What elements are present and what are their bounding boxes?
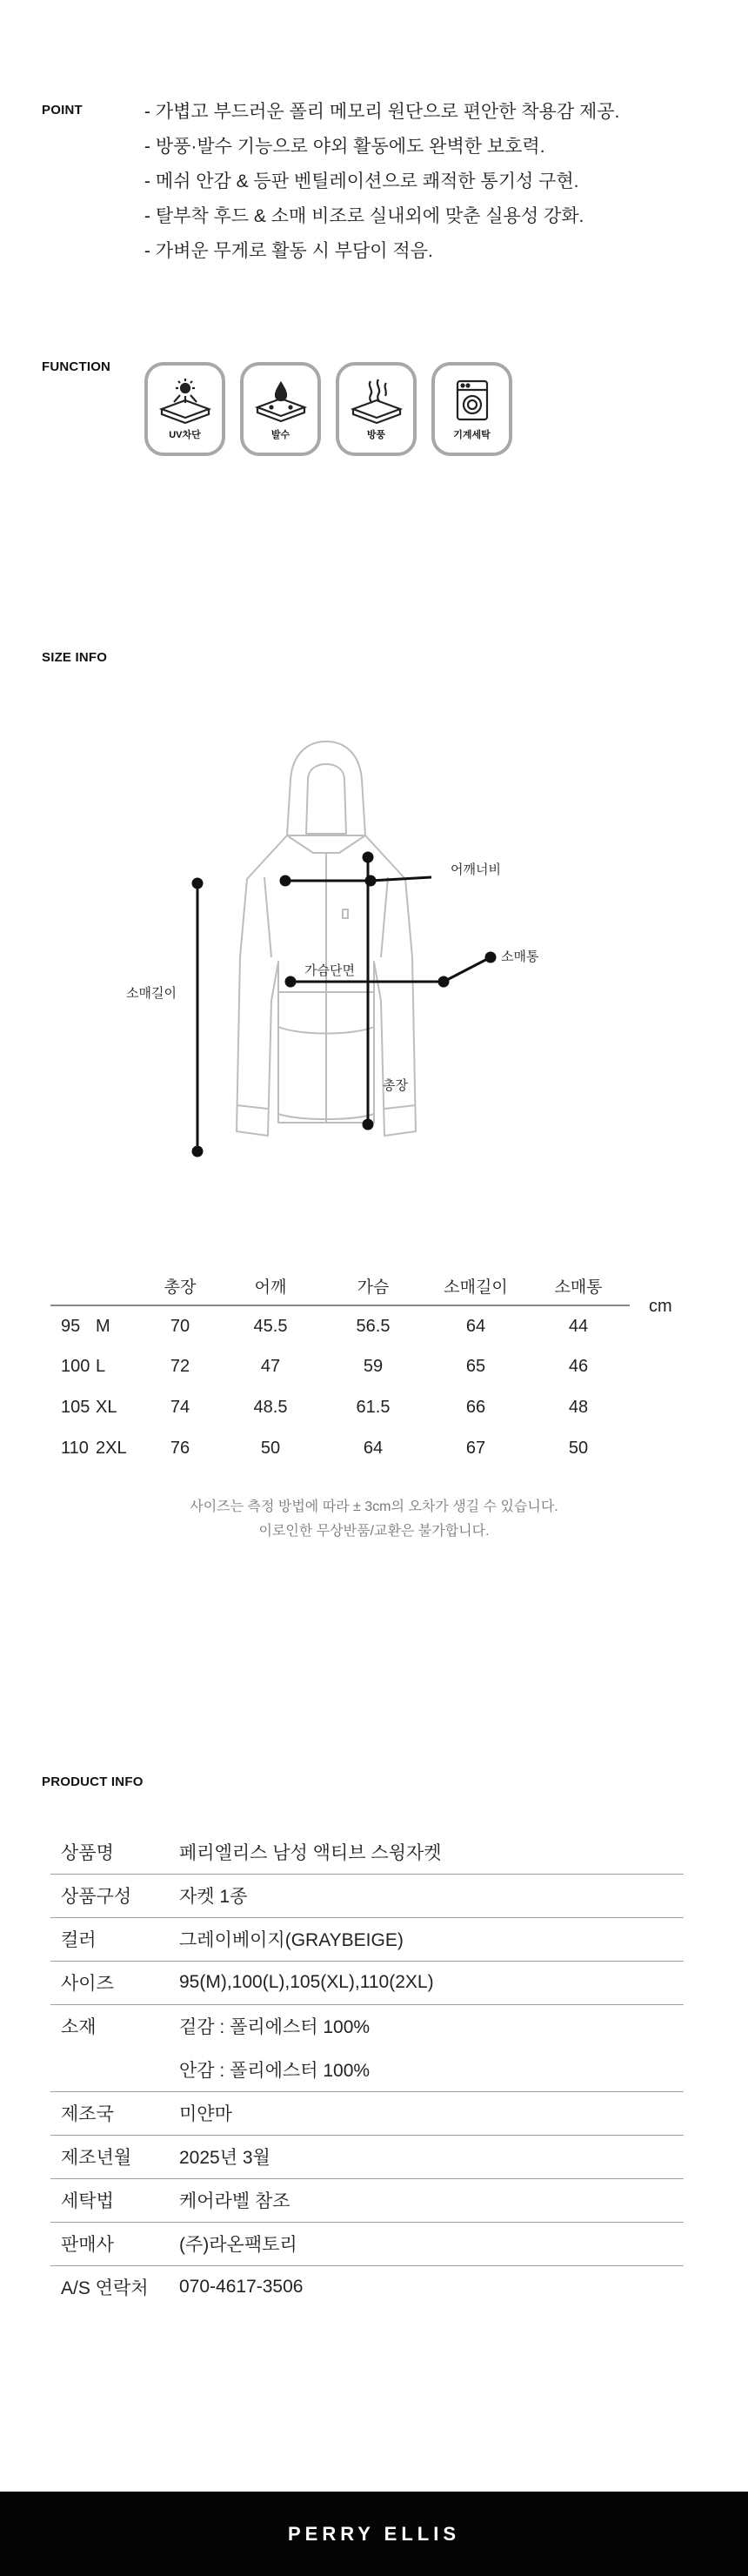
size-number: 105 — [61, 1398, 90, 1417]
point-list — [144, 95, 619, 269]
size-number: 110 — [61, 1439, 89, 1458]
info-key: 제조국 — [50, 2091, 179, 2135]
size-cell: 45.5 — [253, 1316, 288, 1336]
cuff-label: 소매통 — [501, 949, 539, 964]
size-cell: 46 — [568, 1357, 589, 1376]
function-label: UV차단 — [169, 430, 201, 440]
table-row — [50, 1917, 684, 1961]
size-cell: 66 — [465, 1398, 486, 1417]
table-row — [50, 2135, 684, 2178]
brand-logo: PERRY ELLIS — [287, 2522, 461, 2545]
machine-wash-icon — [445, 378, 499, 428]
info-value: (주)라온팩토리 — [179, 2222, 684, 2265]
column-header: 소매통 — [554, 1278, 603, 1297]
table-row — [50, 2048, 684, 2091]
product-info-table — [50, 1830, 684, 2309]
info-key: 소재 — [61, 2017, 97, 2038]
table-row — [50, 2265, 684, 2309]
unit-label: cm — [649, 1297, 672, 1316]
size-letter: 2XL — [96, 1439, 127, 1458]
function-badge-wind — [336, 362, 417, 456]
size-letter: M — [96, 1316, 110, 1336]
size-cell: 64 — [465, 1316, 486, 1336]
size-cell: 74 — [170, 1398, 190, 1417]
size-table-header — [50, 1267, 630, 1305]
info-value: 케어라벨 참조 — [179, 2178, 684, 2222]
product-info-heading: PRODUCT INFO — [42, 1774, 144, 1789]
column-header: 총장 — [164, 1278, 197, 1297]
column-header: 가슴 — [357, 1278, 390, 1297]
point-item: - 메쉬 안감 & 등판 벤틸레이션으로 쾌적한 통기성 구현. — [144, 171, 579, 191]
point-heading: POINT — [42, 103, 83, 117]
size-letter: L — [96, 1357, 106, 1376]
info-key: 사이즈 — [50, 1961, 179, 2004]
shoulder-label: 어깨너비 — [451, 862, 501, 877]
function-label: 방풍 — [366, 430, 386, 440]
size-cell: 67 — [465, 1439, 486, 1458]
table-row — [50, 1428, 630, 1469]
length-label: 총장 — [383, 1078, 408, 1093]
table-row — [50, 2091, 684, 2135]
info-value: 95(M),100(L),105(XL),110(2XL) — [179, 1961, 684, 2004]
info-key: 판매사 — [50, 2222, 179, 2265]
point-item: - 방풍·발수 기능으로 야외 활동에도 완벽한 보호력. — [144, 137, 545, 157]
table-row — [50, 1961, 684, 2004]
size-number: 95 — [61, 1316, 81, 1336]
footer — [0, 2492, 748, 2576]
windproof-icon — [350, 378, 404, 428]
size-letter: XL — [96, 1398, 117, 1417]
info-key: 상품구성 — [50, 1874, 179, 1917]
function-label: 발수 — [270, 430, 291, 440]
chest-label: 가슴단면 — [304, 963, 355, 978]
size-cell: 76 — [170, 1439, 190, 1458]
point-item: - 가벼운 무게로 활동 시 부담이 적음. — [144, 241, 433, 261]
info-value: 페리엘리스 남성 액티브 스윙자켓 — [179, 1830, 684, 1874]
size-cell: 50 — [260, 1439, 281, 1458]
size-cell: 50 — [568, 1439, 589, 1458]
info-value: 그레이베이지(GRAYBEIGE) — [179, 1917, 684, 1961]
table-row — [50, 2222, 684, 2265]
info-value: 미얀마 — [179, 2091, 684, 2135]
function-label: 기계세탁 — [453, 430, 491, 440]
size-number: 100 — [61, 1357, 90, 1376]
info-key: 상품명 — [50, 1830, 179, 1874]
size-cell: 56.5 — [356, 1316, 391, 1336]
function-badge-uv — [144, 362, 225, 456]
function-heading: FUNCTION — [42, 359, 111, 374]
size-cell: 72 — [170, 1357, 190, 1376]
function-badge-wash — [431, 362, 512, 456]
table-row — [50, 2178, 684, 2222]
column-header: 어깨 — [254, 1278, 287, 1297]
size-table — [50, 1267, 630, 1469]
size-cell: 48.5 — [253, 1398, 288, 1417]
size-cell: 70 — [170, 1316, 190, 1336]
table-row — [50, 1387, 630, 1428]
table-row — [50, 2004, 684, 2048]
table-row — [50, 1305, 630, 1346]
size-cell: 61.5 — [356, 1398, 391, 1417]
table-row — [50, 1874, 684, 1917]
info-key: 컬러 — [50, 1917, 179, 1961]
size-cell: 59 — [363, 1357, 384, 1376]
size-note: 사이즈는 측정 방법에 따라 ± 3cm의 오차가 생길 수 있습니다. — [190, 1499, 558, 1514]
uv-block-icon — [158, 378, 212, 428]
size-cell: 48 — [568, 1398, 589, 1417]
info-value: 자켓 1종 — [179, 1874, 684, 1917]
sleeve-label: 소매길이 — [126, 986, 177, 1001]
info-key — [50, 2048, 179, 2091]
info-value: 겉감 : 폴리에스터 100% — [179, 2017, 371, 2038]
size-cell: 65 — [465, 1357, 486, 1376]
size-cell: 64 — [363, 1439, 384, 1458]
function-badges — [144, 362, 512, 456]
info-key: 제조년월 — [50, 2135, 179, 2178]
water-repellent-icon — [254, 378, 308, 428]
info-value: 안감 : 폴리에스터 100% — [179, 2048, 684, 2091]
jacket-illustration — [113, 731, 565, 1166]
function-badge-water — [240, 362, 321, 456]
column-header: 소매길이 — [444, 1278, 508, 1297]
size-note: 이로인한 무상반품/교환은 불가합니다. — [258, 1524, 490, 1539]
size-info-heading: SIZE INFO — [42, 650, 108, 665]
point-item: - 탈부착 후드 & 소매 비조로 실내외에 맞춘 실용성 강화. — [144, 206, 584, 226]
info-key: 세탁법 — [50, 2178, 179, 2222]
size-diagram — [113, 731, 565, 1166]
info-value: 2025년 3월 — [179, 2135, 684, 2178]
size-cell: 47 — [260, 1357, 281, 1376]
info-key: A/S 연락처 — [61, 2278, 149, 2299]
table-row — [50, 1346, 630, 1387]
size-cell: 44 — [568, 1316, 589, 1336]
info-value: 070-4617-3506 — [179, 2277, 304, 2298]
table-row — [50, 1830, 684, 1874]
point-item: - 가볍고 부드러운 폴리 메모리 원단으로 편안한 착용감 제공. — [144, 102, 620, 122]
